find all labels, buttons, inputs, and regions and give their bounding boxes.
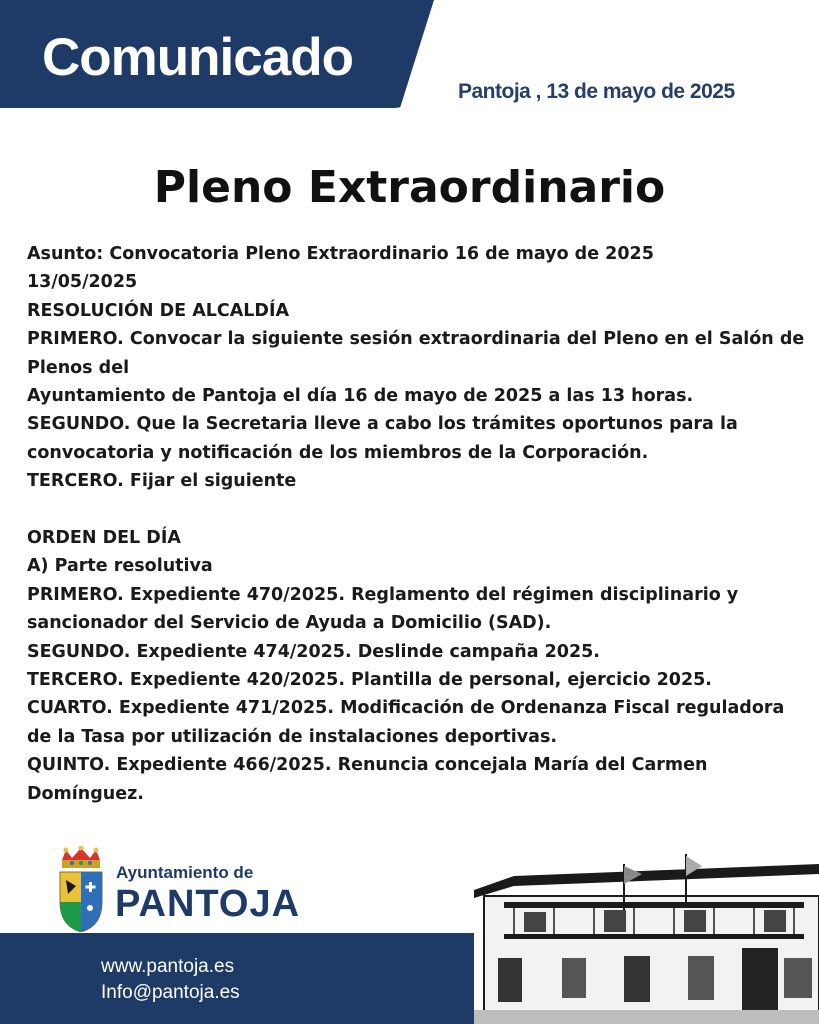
body-line: Ayuntamiento de Pantoja el día 16 de mayo de 2025 a las 13 horas. bbox=[27, 386, 694, 407]
document-body bbox=[27, 240, 817, 808]
body-line: ORDEN DEL DÍA bbox=[27, 528, 181, 549]
body-line: A) Parte resolutiva bbox=[27, 556, 213, 577]
organization-label-small: Ayuntamiento de bbox=[116, 863, 254, 882]
body-line: RESOLUCIÓN DE ALCALDÍA bbox=[27, 300, 290, 321]
town-hall-building-image bbox=[474, 840, 819, 1024]
footer-email-link[interactable]: Info@pantoja.es bbox=[101, 982, 240, 1003]
organization-label-big: PANTOJA bbox=[115, 883, 301, 925]
body-line: Domínguez. bbox=[27, 783, 144, 804]
body-line: sancionador del Servicio de Ayuda a Domicilio (SAD). bbox=[27, 613, 552, 634]
body-line: CUARTO. Expediente 471/2025. Modificación de Ordenanza Fiscal reguladora bbox=[27, 698, 785, 719]
body-line: Asunto: Convocatoria Pleno Extraordinario 16 de mayo de 2025 bbox=[27, 244, 654, 264]
blank-line bbox=[27, 496, 817, 524]
body-line: SEGUNDO. Que la Secretaria lleve a cabo los trámites oportunos para la bbox=[27, 414, 738, 435]
header-title: Comunicado bbox=[42, 28, 353, 87]
body-line: SEGUNDO. Expediente 474/2025. Deslinde campaña 2025. bbox=[27, 641, 600, 662]
body-line: TERCERO. Expediente 420/2025. Plantilla de personal, ejercicio 2025. bbox=[27, 670, 712, 691]
coat-of-arms-icon bbox=[56, 846, 106, 932]
body-line: TERCERO. Fijar el siguiente bbox=[27, 471, 297, 492]
body-line: 13/05/2025 bbox=[27, 272, 138, 293]
body-line: PRIMERO. Convocar la siguiente sesión extraordinaria del Pleno en el Salón de bbox=[27, 329, 805, 350]
body-line: Plenos del bbox=[27, 357, 130, 378]
body-line: PRIMERO. Expediente 470/2025. Reglamento del régimen disciplinario y bbox=[27, 584, 739, 605]
body-line: de la Tasa por utilización de instalaciones deportivas. bbox=[27, 726, 558, 747]
document-title: Pleno Extraordinario bbox=[153, 162, 666, 213]
footer-banner bbox=[0, 933, 474, 1024]
header-date: Pantoja , 13 de mayo de 2025 bbox=[458, 80, 735, 103]
body-line: convocatoria y notificación de los miembros de la Corporación. bbox=[27, 442, 649, 463]
body-line: QUINTO. Expediente 466/2025. Renuncia concejala María del Carmen bbox=[27, 755, 708, 776]
footer-website-link[interactable]: www.pantoja.es bbox=[101, 956, 235, 977]
